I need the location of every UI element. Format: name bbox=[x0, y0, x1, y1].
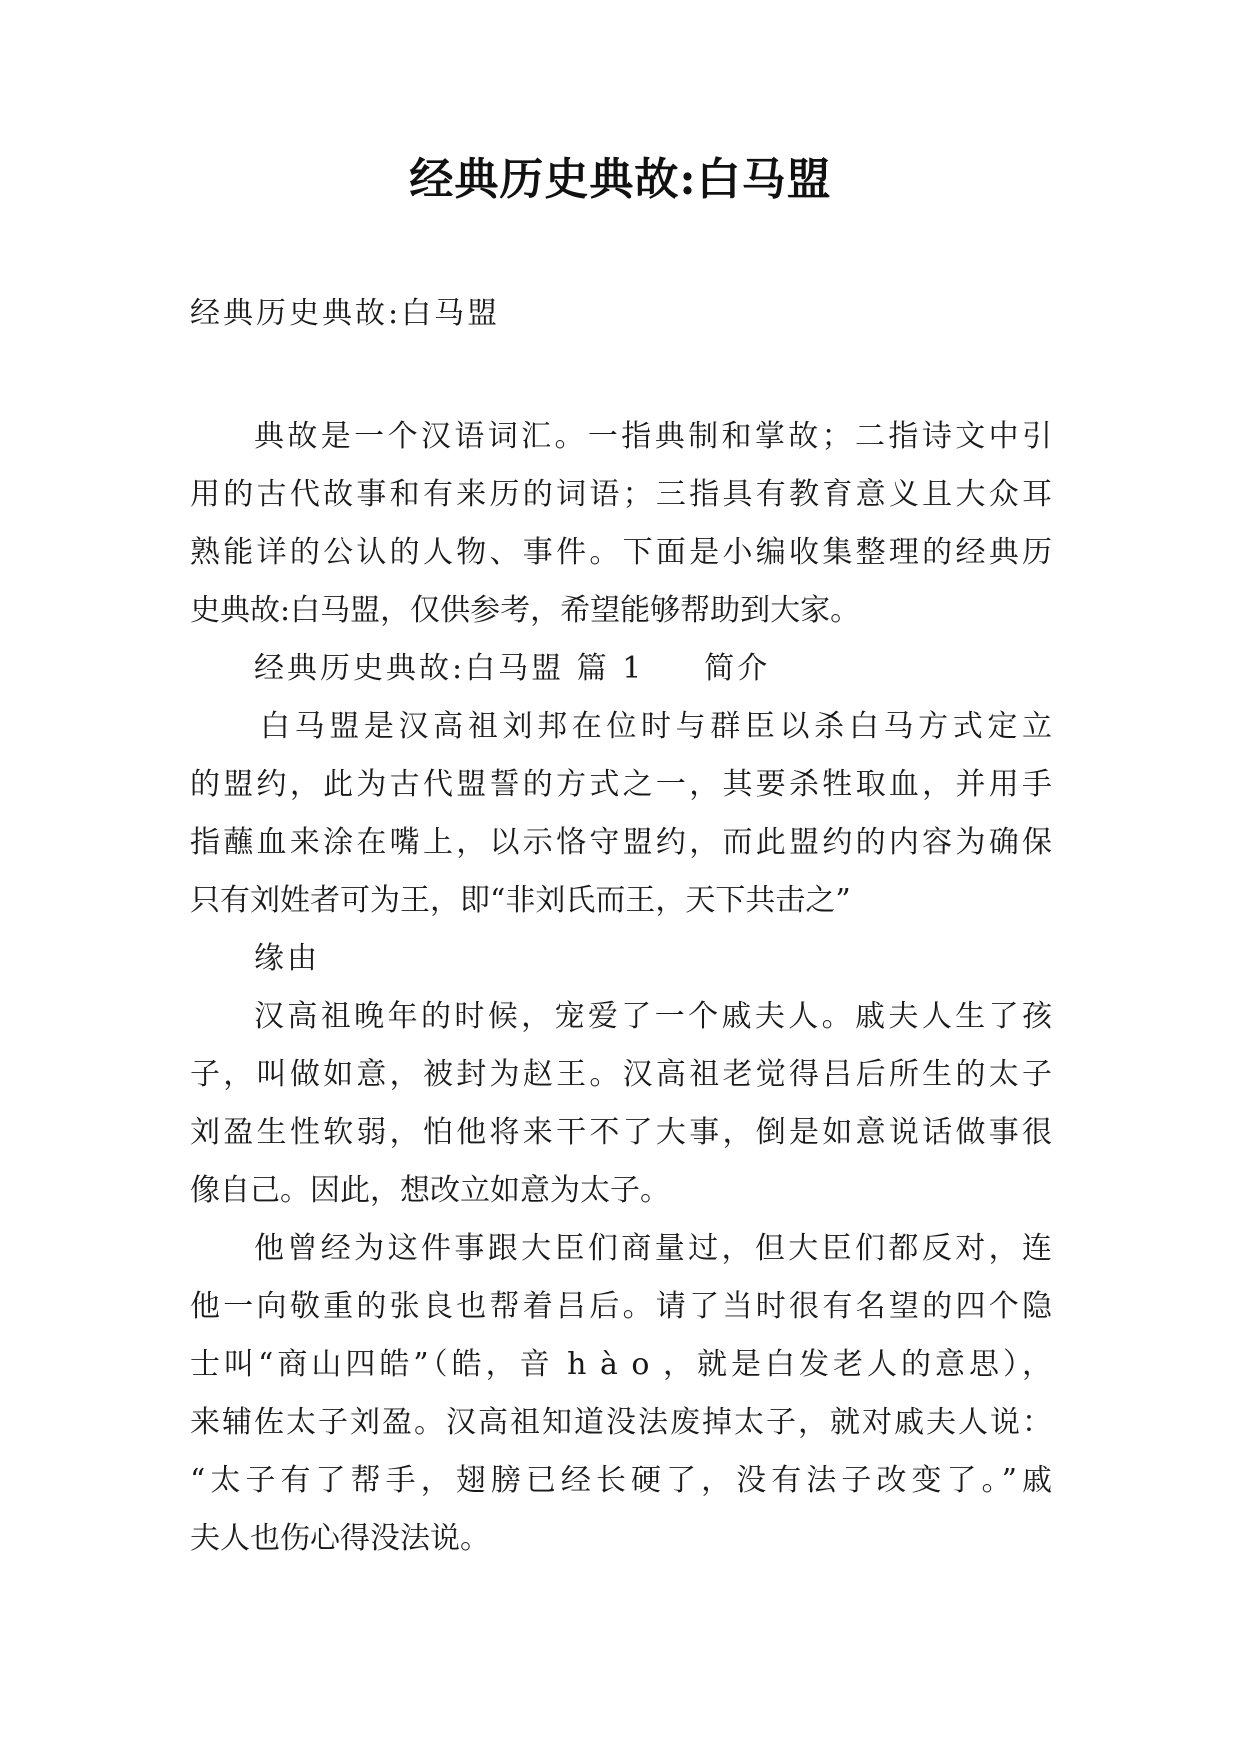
text-line: 熟能详的公认的人物、事件。下面是小编收集整理的经典历 bbox=[190, 535, 1052, 570]
text-line: 像自己。因此，想改立如意为太子。 bbox=[190, 1173, 670, 1208]
section-heading-part: 篇 1 bbox=[576, 651, 645, 686]
section-heading-title: 经典历史典故:白马盟 bbox=[254, 651, 565, 686]
text-line: 他一向敬重的张良也帮着吕后。请了当时很有名望的四个隐 bbox=[190, 1289, 1052, 1324]
text-line: 士叫“商山四皓”（皓，音 h à o ，就是白发老人的意思）， bbox=[190, 1347, 1052, 1382]
document-title: 经典历史典故:白马盟 bbox=[409, 154, 832, 205]
text-line: 来辅佐太子刘盈。汉高祖知道没法废掉太子，就对戚夫人说： bbox=[190, 1405, 1052, 1440]
text-line: 白马盟是汉高祖刘邦在位时与群臣以杀白马方式定立 bbox=[260, 709, 1052, 744]
text-line: 他曾经为这件事跟大臣们商量过，但大臣们都反对，连 bbox=[254, 1231, 1052, 1266]
section-heading bbox=[190, 640, 1052, 698]
intro-paragraph bbox=[190, 408, 1052, 640]
text-line: “太子有了帮手，翅膀已经长硬了，没有法子改变了。”戚 bbox=[190, 1463, 1052, 1498]
origin-heading: 缘由 bbox=[254, 941, 320, 976]
text-line: 史典故:白马盟，仅供参考，希望能够帮助到大家。 bbox=[190, 593, 861, 628]
text-line: 典故是一个汉语词汇。一指典制和掌故；二指诗文中引 bbox=[254, 419, 1052, 454]
text-line: 的盟约，此为古代盟誓的方式之一，其要杀牲取血，并用手 bbox=[190, 767, 1052, 802]
summary-paragraph bbox=[190, 698, 1052, 930]
text-line: 子，叫做如意，被封为赵王。汉高祖老觉得吕后所生的太子 bbox=[190, 1057, 1052, 1092]
text-line: 刘盈生性软弱，怕他将来干不了大事，倒是如意说话做事很 bbox=[190, 1115, 1052, 1150]
text-line: 用的古代故事和有来历的词语；三指具有教育意义且大众耳 bbox=[190, 477, 1052, 512]
text-line: 只有刘姓者可为王，即“非刘氏而王，天下共击之” bbox=[190, 883, 851, 918]
text-line: 夫人也伤心得没法说。 bbox=[190, 1521, 490, 1556]
document-body bbox=[190, 408, 1052, 1568]
origin-paragraph-2 bbox=[190, 1220, 1052, 1568]
text-line: 指蘸血来涂在嘴上，以示恪守盟约，而此盟约的内容为确保 bbox=[190, 825, 1052, 860]
text-line: 汉高祖晚年的时候，宠爱了一个戚夫人。戚夫人生了孩 bbox=[254, 999, 1052, 1034]
section-heading-label: 简介 bbox=[704, 651, 771, 686]
origin-paragraph-1 bbox=[190, 988, 1052, 1220]
document-subtitle: 经典历史典故:白马盟 bbox=[190, 296, 501, 331]
